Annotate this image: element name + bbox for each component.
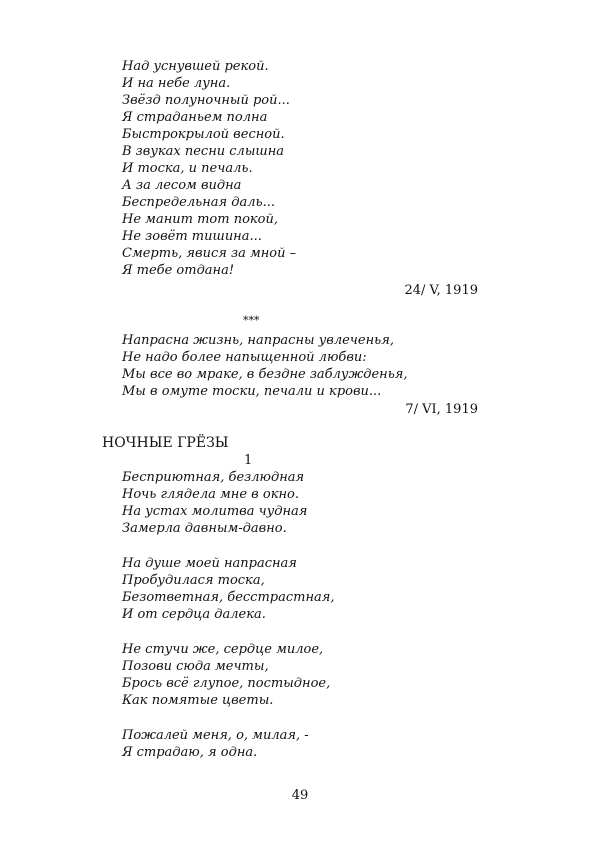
poem-line: На душе моей напрасная [122,556,297,571]
poem-line: Замерла давным-давно. [122,521,287,536]
poem-line: И от сердца далека. [122,607,266,622]
poem-line: И на небе луна. [122,76,231,91]
poem-line: Как помятые цветы. [122,693,274,708]
poem-line: А за лесом видна [122,178,242,193]
poem-line: Мы в омуте тоски, печали и крови... [122,384,382,399]
poem-date: 24/ V, 1919 [404,283,478,298]
poem-line: Напрасна жизнь, напрасны увлеченья, [122,333,394,348]
poem-line: На устах молитва чудная [122,504,308,519]
poem-line: Не надо более напыщенной любви: [122,350,367,365]
page-number: 49 [291,788,309,803]
poem-line: Я страдаю, я одна. [122,745,258,760]
section-separator: *** [243,314,260,327]
poem-line: Не манит тот покой, [122,212,278,227]
poem-line: Бесприютная, безлюдная [122,470,305,485]
poem-line: Беспредельная даль... [122,195,275,210]
poem-line: Безответная, бесстрастная, [122,590,335,605]
poem-line: Брось всё глупое, постыдное, [122,676,331,691]
poem-title: НОЧНЫЕ ГРЁЗЫ [102,435,229,451]
poem-line: Позови сюда мечты, [122,659,269,674]
poem-line: Пожалей меня, о, милая, - [122,728,309,743]
poem-line: Звёзд полуночный рой... [122,93,290,108]
poem-line: Пробудилася тоска, [122,573,265,588]
poem-line: Над уснувшей рекой. [122,59,269,74]
poem-part-number: 1 [244,453,253,468]
poem-line: Смерть, явися за мной – [122,246,297,261]
poem-line: Ночь глядела мне в окно. [122,487,299,502]
poem-line: Мы все во мраке, в бездне заблужденья, [122,367,408,382]
poem-line: Я страданьем полна [122,110,268,125]
poem-line: В звуках песни слышна [122,144,285,159]
poem-line: И тоска, и печаль. [122,161,253,176]
poem-line: Быстрокрылой весной. [122,127,285,142]
poem-line: Не зовёт тишина... [122,229,262,244]
poem-line: Не стучи же, сердце милое, [122,642,324,657]
poem-line: Я тебе отдана! [122,263,235,278]
poem-date: 7/ VI, 1919 [405,402,478,417]
